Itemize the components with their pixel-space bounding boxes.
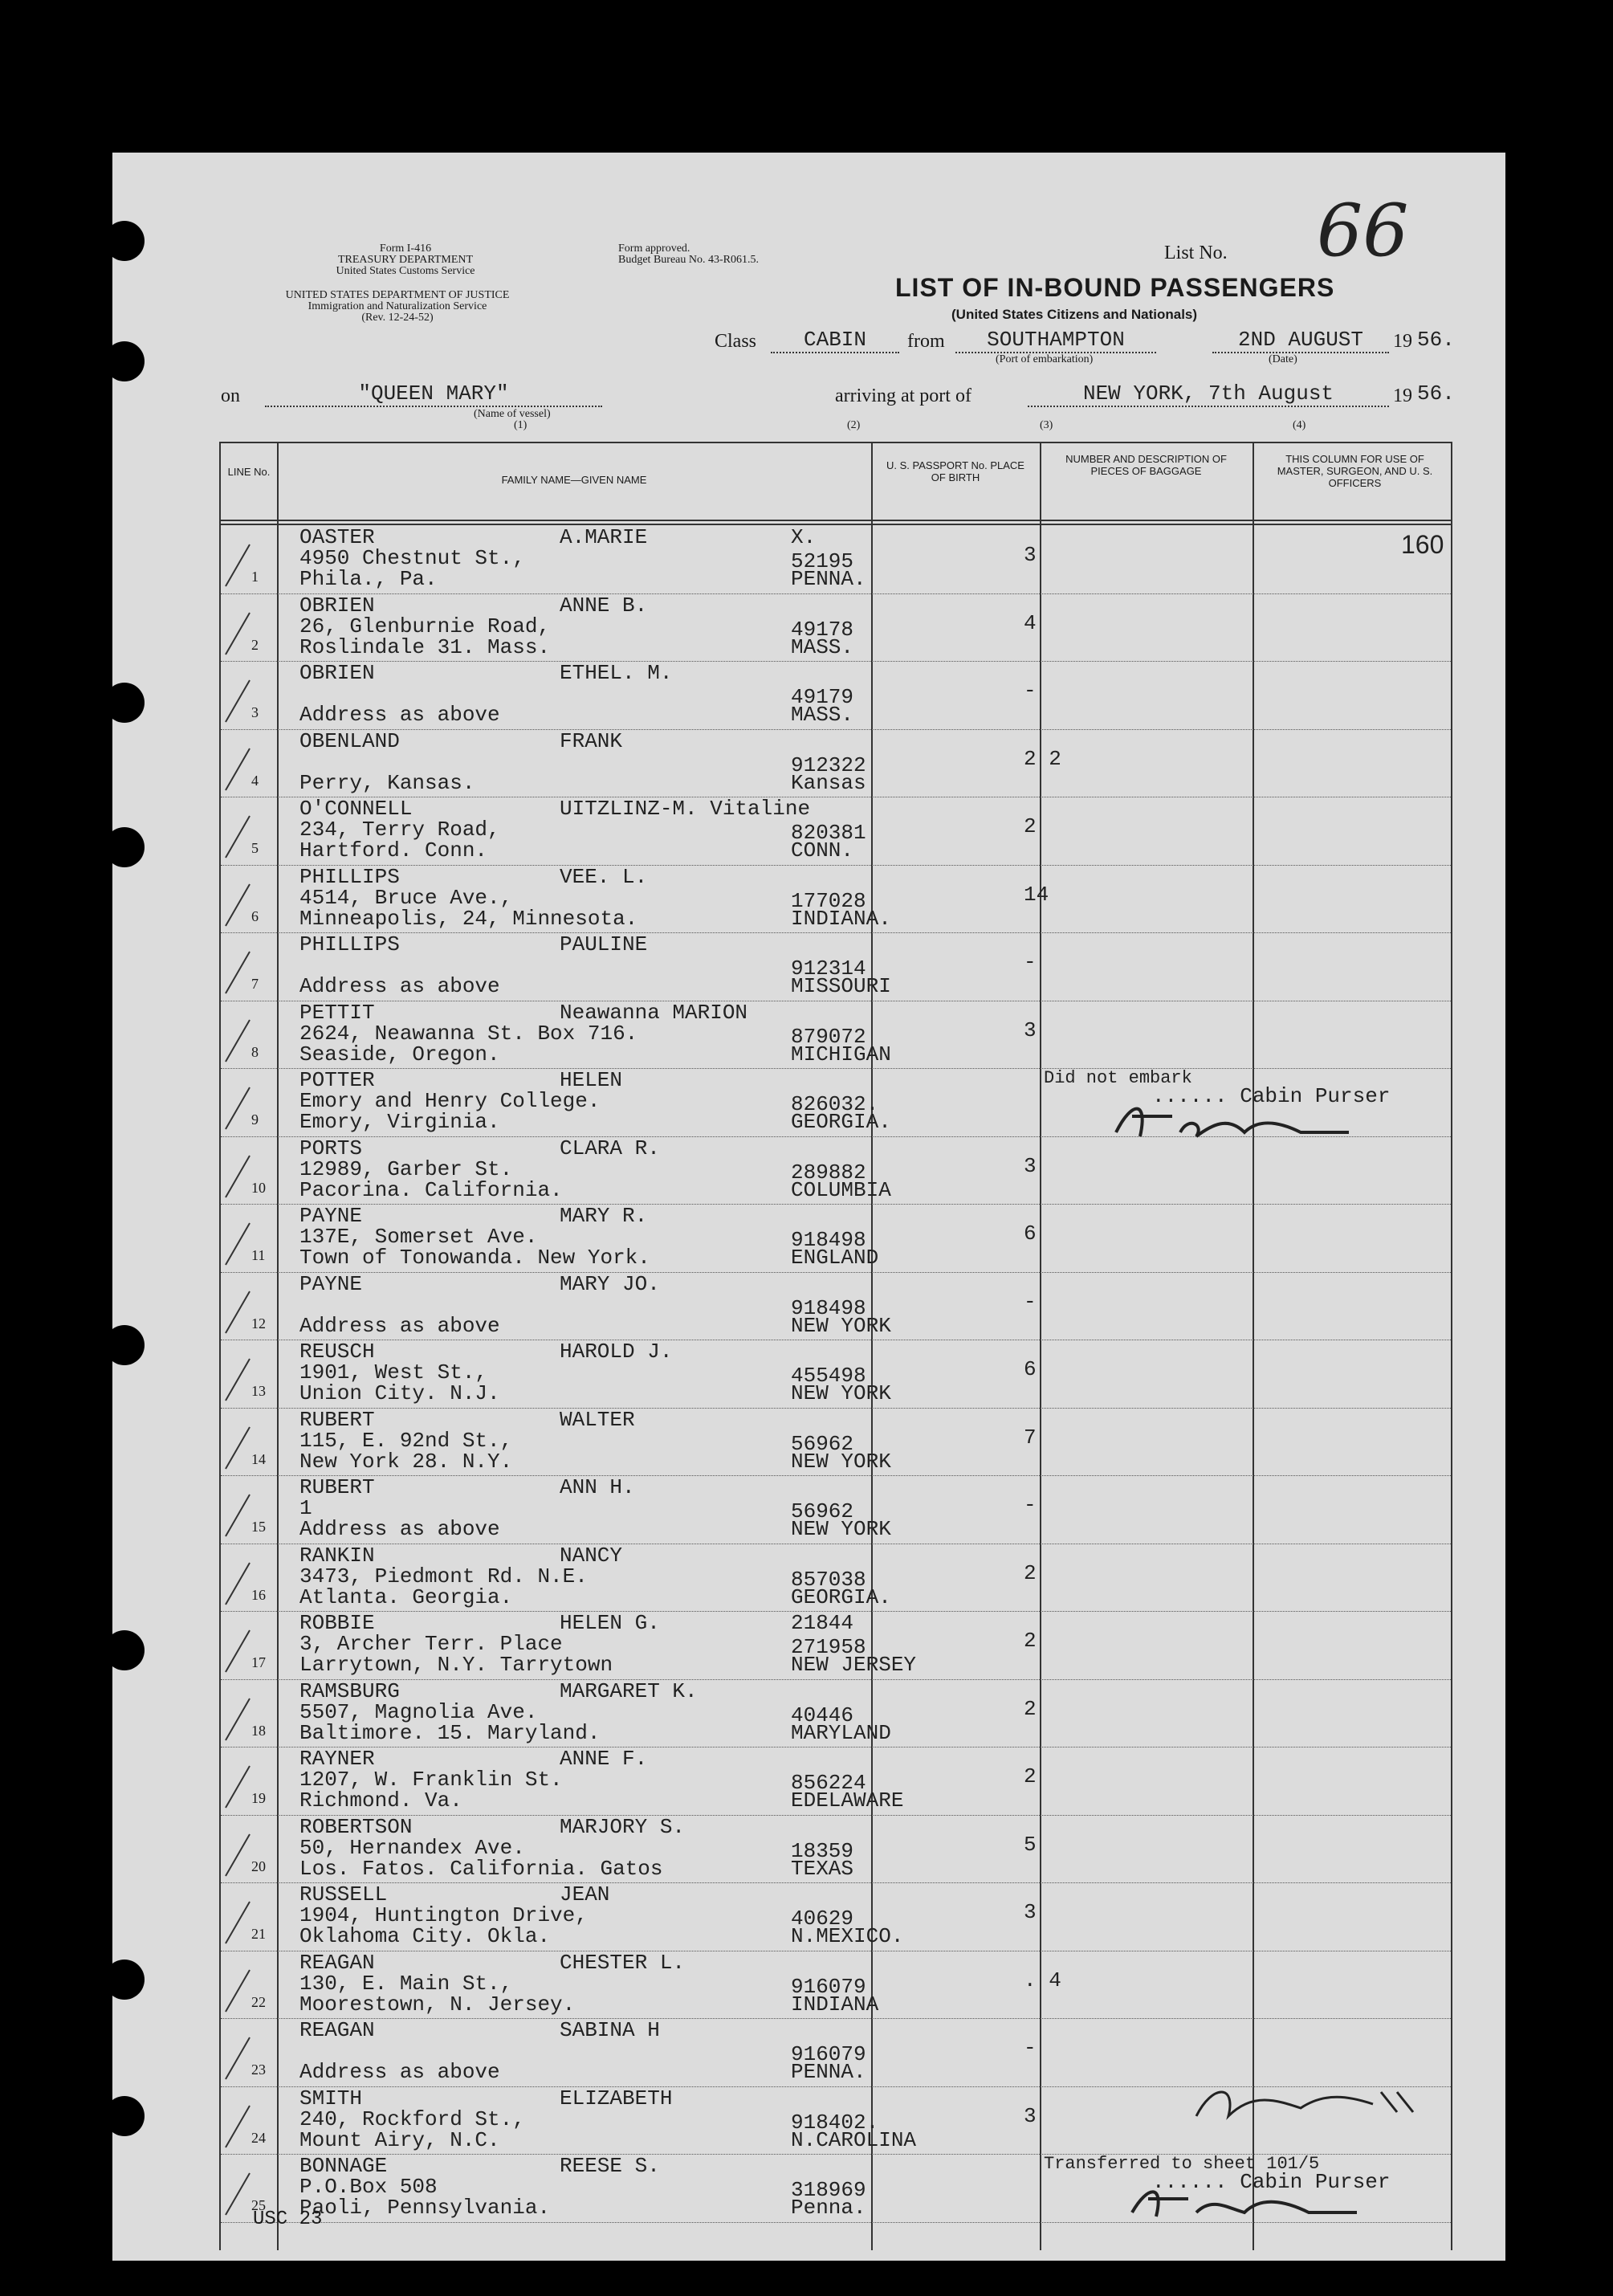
line-number: 16 [251, 1586, 266, 1603]
passport-number: 916079 [791, 1974, 866, 1999]
place-of-birth: PENNA. [791, 567, 866, 591]
surname: RUBERT [299, 1475, 375, 1499]
baggage-count: 2 [1024, 1560, 1037, 1585]
passport-number: 18359 [791, 1838, 854, 1863]
port-caption: (Port of embarkation) [996, 353, 1094, 365]
baggage-count: 3 [1024, 543, 1037, 567]
col-marker-2: (2) [847, 419, 861, 431]
given-name: MARY JO. [560, 1271, 660, 1296]
passport-number: 56962 [791, 1499, 854, 1523]
address-line-1: 3473, Piedmont Rd. N.E. [299, 1564, 588, 1588]
year-prefix: 19 [1393, 331, 1412, 352]
passport-number: 856224 [791, 1771, 866, 1795]
given-name: ANNE F. [560, 1747, 648, 1771]
surname: RAMSBURG [299, 1678, 400, 1703]
table-row [221, 1747, 1451, 1816]
place-of-birth: NEW YORK [791, 1449, 891, 1474]
check-mark [225, 883, 251, 926]
place-of-birth: MISSOURI [791, 974, 891, 998]
surname: BONNAGE [299, 2154, 388, 2178]
place-of-birth: MASS. [791, 634, 854, 659]
line-number: 18 [251, 1722, 266, 1739]
table-row [221, 1882, 1451, 1951]
baggage-count: - [1024, 1289, 1037, 1314]
baggage-count: 14 [1024, 882, 1049, 907]
address-line-1: 5507, Magnolia Ave. [299, 1699, 538, 1724]
passport-prefix: 21844 [791, 1611, 854, 1635]
address-line-1: 1207, W. Franklin St. [299, 1768, 563, 1792]
place-of-birth: NEW YORK [791, 1313, 891, 1338]
footer-code: USC 23 [253, 2208, 323, 2230]
surname: RUSSELL [299, 1882, 388, 1907]
place-of-birth: N.MEXICO. [791, 1924, 904, 1948]
address-line-2: Baltimore. 15. Maryland. [299, 1720, 601, 1745]
address-line-1: 12989, Garber St. [299, 1156, 513, 1181]
check-mark [225, 1495, 251, 1537]
on-label: on [221, 385, 240, 406]
address-line-2: Hartford. Conn. [299, 838, 488, 863]
given-name: CHESTER L. [560, 1950, 686, 1975]
table-row [221, 661, 1451, 730]
surname: RANKIN [299, 1543, 375, 1568]
address-line-1: 137E, Somerset Ave. [299, 1225, 538, 1249]
date-value: 2ND AUGUST [1212, 328, 1389, 353]
surname: OBRIEN [299, 593, 375, 618]
purser-signature-2 [1124, 2176, 1381, 2225]
baggage-count: 3 [1024, 1017, 1037, 1042]
header-passport: U. S. PASSPORT No. PLACE OF BIRTH [886, 459, 1024, 483]
address-line-1: 234, Terry Road, [299, 818, 500, 842]
table-row [221, 1408, 1451, 1477]
surname: OASTER [299, 525, 375, 549]
ins-service: Immigration and Naturalization Service [308, 300, 487, 312]
address-line-1: 240, Rockford St., [299, 2106, 525, 2131]
treasury-dept: TREASURY DEPARTMENT [337, 254, 474, 266]
line-number: 14 [251, 1450, 266, 1467]
passport-number: 177028 [791, 888, 866, 913]
passport-number: 289882 [791, 1160, 866, 1185]
address-line-2: Larrytown, N.Y. Tarrytown [299, 1653, 613, 1677]
address-line-1: P.O.Box 508 [299, 2175, 438, 2199]
address-line-2: Paoli, Pennsylvania. [299, 2196, 551, 2220]
check-mark [225, 1766, 251, 1809]
col-marker-1: (1) [514, 419, 527, 431]
baggage-count: 7 [1024, 1425, 1037, 1450]
manifest-sheet [112, 153, 1505, 2261]
check-mark [225, 612, 251, 655]
address-line-2: Roslindale 31. Mass. [299, 634, 551, 659]
page-mark: 160 [1401, 530, 1444, 559]
address-line-1: 26, Glenburnie Road, [299, 614, 551, 638]
address-line-2: New York 28. N.Y. [299, 1449, 513, 1474]
given-name: JEAN [560, 1882, 610, 1907]
surname: OBRIEN [299, 661, 375, 685]
punch-hole [104, 341, 145, 381]
address-line-2: Atlanta. Georgia. [299, 1584, 513, 1609]
surname: REAGAN [299, 2018, 375, 2042]
header-name: FAMILY NAME—GIVEN NAME [501, 474, 647, 486]
check-mark [225, 1969, 251, 2012]
place-of-birth: TEXAS [791, 1856, 854, 1881]
check-mark [225, 544, 251, 587]
year2-value: 56. [1417, 381, 1455, 406]
address-line-1: 1 [299, 1496, 312, 1520]
form-number: Form I-416 [379, 243, 432, 255]
given-name: A.MARIE [560, 525, 648, 549]
table-row [221, 1679, 1451, 1748]
vessel-name: "QUEEN MARY" [265, 381, 602, 407]
address-line-2: Minneapolis, 24, Minnesota. [299, 906, 638, 931]
officer-note: ...... Cabin Purser [1152, 2170, 1391, 2194]
given-name: ANNE B. [560, 593, 648, 618]
check-mark [225, 2105, 251, 2147]
check-mark [225, 1019, 251, 1062]
line-number: 2 [251, 636, 259, 653]
check-mark [225, 1426, 251, 1469]
given-name: MARJORY S. [560, 1814, 686, 1839]
baggage-count: . 4 [1024, 1968, 1061, 1992]
check-mark [225, 1630, 251, 1673]
baggage-count: Transferred to sheet 101/5 [1044, 2154, 1320, 2174]
revision: (Rev. 12-24-52) [361, 312, 434, 324]
check-mark [225, 816, 251, 858]
check-mark [225, 1155, 251, 1197]
surname: PORTS [299, 1136, 363, 1160]
table-row [221, 797, 1451, 866]
surname: PETTIT [299, 1000, 375, 1025]
passenger-table [219, 442, 1452, 2250]
given-name: ELIZABETH [560, 2086, 673, 2110]
table-row [221, 1001, 1451, 1070]
header-officers: THIS COLUMN FOR USE OF MASTER, SURGEON, AND U. S. OFFICERS [1277, 453, 1433, 489]
check-mark [225, 680, 251, 723]
address-line-2: Los. Fatos. California. Gatos [299, 1856, 663, 1881]
surname: PHILLIPS [299, 864, 400, 889]
address-line-2: Emory, Virginia. [299, 1110, 500, 1134]
surname: O'CONNELL [299, 797, 413, 821]
address-line-2: Address as above [299, 703, 500, 727]
surname: REAGAN [299, 1950, 375, 1975]
place-of-birth: NEW YORK [791, 1517, 891, 1541]
table-row [221, 525, 1451, 594]
passport-number: 918498 [791, 1228, 866, 1252]
arriving-label: arriving at port of [835, 385, 971, 406]
place-of-birth: Penna. [791, 2196, 866, 2220]
customs-service: United States Customs Service [336, 265, 475, 277]
address-line-2: Address as above [299, 1517, 500, 1541]
surname: ROBBIE [299, 1611, 375, 1635]
address-line-1: 1901, West St., [299, 1360, 488, 1385]
passport-number: 912314 [791, 956, 866, 981]
place-of-birth: GEORGIA. [791, 1584, 891, 1609]
passport-number: 49179 [791, 685, 854, 709]
table-row [221, 1544, 1451, 1613]
punch-hole [104, 221, 145, 261]
table-row [221, 1475, 1451, 1544]
line-number: 24 [251, 2129, 266, 2146]
baggage-count: 3 [1024, 1153, 1037, 1178]
year-value: 56. [1417, 328, 1455, 352]
surname: RUBERT [299, 1407, 375, 1432]
col-marker-4: (4) [1293, 419, 1306, 431]
baggage-count: Did not embark [1044, 1068, 1192, 1088]
place-of-birth: MASS. [791, 703, 854, 727]
passport-number: 56962 [791, 1431, 854, 1456]
address-line-2: Town of Tonowanda. New York. [299, 1246, 650, 1270]
address-line-1: 2624, Neawanna St. Box 716. [299, 1021, 638, 1046]
header-line-no: LINE No. [227, 466, 271, 478]
given-name: SABINA H [560, 2018, 660, 2042]
punch-hole [104, 2096, 145, 2136]
surname: PAYNE [299, 1271, 363, 1296]
address-line-2: Perry, Kansas. [299, 770, 475, 795]
surname: OBENLAND [299, 728, 400, 753]
form-approved: Form approved. [618, 243, 690, 255]
given-name: HELEN [560, 1068, 623, 1092]
budget-bureau: Budget Bureau No. 43-R061.5. [618, 254, 759, 266]
line-number: 6 [251, 907, 259, 924]
table-row [221, 729, 1451, 798]
address-line-2: Union City. N.J. [299, 1381, 500, 1405]
given-name: REESE S. [560, 2154, 660, 2178]
given-name: HELEN G. [560, 1611, 660, 1635]
passport-number: 918402. [791, 2110, 879, 2135]
address-line-1: 115, E. 92nd St., [299, 1428, 513, 1453]
check-mark [225, 1291, 251, 1333]
line-number: 23 [251, 2062, 266, 2078]
place-of-birth: GEORGIA. [791, 1110, 891, 1134]
line-number: 3 [251, 704, 259, 720]
place-of-birth: MARYLAND [791, 1720, 891, 1745]
address-line-1: 1904, Huntington Drive, [299, 1903, 588, 1927]
year2-prefix: 19 [1393, 385, 1412, 406]
place-of-birth: NEW YORK [791, 1381, 891, 1405]
address-line-2: Phila., Pa. [299, 567, 438, 591]
baggage-count: 2 [1024, 1764, 1037, 1788]
given-name: ETHEL. M. [560, 661, 673, 685]
line-number: 10 [251, 1179, 266, 1196]
address-line-1: Emory and Henry College. [299, 1089, 601, 1113]
given-name: CLARA R. [560, 1136, 660, 1160]
class-label: Class [715, 331, 757, 352]
passport-number: 40629 [791, 1907, 854, 1931]
check-mark [225, 2037, 251, 2080]
place-of-birth: INDIANA. [791, 906, 891, 931]
line-number: 4 [251, 772, 259, 789]
address-line-2: Seaside, Oregon. [299, 1042, 500, 1066]
given-name: ANN H. [560, 1475, 635, 1499]
punch-hole [104, 1630, 145, 1670]
port-embarkation: SOUTHAMPTON [955, 328, 1156, 353]
place-of-birth: PENNA. [791, 2060, 866, 2084]
place-of-birth: MICHIGAN [791, 1042, 891, 1066]
table-row [221, 932, 1451, 1001]
passport-number: 826032. [791, 1092, 879, 1116]
baggage-count: 3 [1024, 2103, 1037, 2128]
baggage-count: 4 [1024, 610, 1037, 635]
line-number: 12 [251, 1315, 266, 1332]
surname: ROBERTSON [299, 1814, 413, 1839]
passport-number: 820381 [791, 821, 866, 845]
place-of-birth: COLUMBIA [791, 1177, 891, 1202]
surname: PAYNE [299, 1204, 363, 1228]
baggage-count: 3 [1024, 1900, 1037, 1924]
address-line-2: Moorestown, N. Jersey. [299, 1992, 576, 2017]
line-number: 15 [251, 1519, 266, 1535]
line-number: 21 [251, 1926, 266, 1942]
place-of-birth: CONN. [791, 838, 854, 863]
vessel-caption: (Name of vessel) [474, 408, 551, 420]
line-number: 19 [251, 1790, 266, 1806]
arrival-port: NEW YORK, 7th August [1028, 381, 1389, 407]
given-name: VEE. L. [560, 864, 648, 889]
address-line-2: Address as above [299, 2060, 500, 2084]
place-of-birth: INDIANA [791, 1992, 879, 2017]
table-row [221, 1951, 1451, 2020]
passport-number: 918498 [791, 1295, 866, 1320]
line-number: 13 [251, 1383, 266, 1399]
given-name: MARY R. [560, 1204, 648, 1228]
check-mark [225, 952, 251, 994]
passport-number: 857038 [791, 1567, 866, 1592]
justice-dept: UNITED STATES DEPARTMENT OF JUSTICE [285, 289, 510, 301]
address-line-2: Richmond. Va. [299, 1788, 462, 1813]
inspector-signature [1188, 2076, 1429, 2132]
surname: POTTER [299, 1068, 375, 1092]
punch-hole [104, 683, 145, 723]
passport-number: 455498 [791, 1364, 866, 1388]
check-mark [225, 1562, 251, 1605]
given-name: UITZLINZ-M. Vitaline [560, 797, 811, 821]
check-mark [225, 1902, 251, 1944]
surname: PHILLIPS [299, 932, 400, 956]
baggage-count: - [1024, 679, 1037, 703]
baggage-count: 2 [1024, 1696, 1037, 1721]
check-mark [225, 1833, 251, 1876]
baggage-count: 6 [1024, 1357, 1037, 1381]
passport-number: 879072 [791, 1024, 866, 1049]
given-name: Neawanna MARION [560, 1000, 748, 1025]
table-row [221, 593, 1451, 663]
baggage-count: 2 [1024, 814, 1037, 838]
line-number: 5 [251, 840, 259, 856]
passport-number: 49178 [791, 617, 854, 642]
address-line-2: Address as above [299, 1313, 500, 1338]
purser-signature [1108, 1092, 1373, 1148]
col-marker-3: (3) [1040, 419, 1053, 431]
passport-number: 916079 [791, 2042, 866, 2066]
address-line-2: Address as above [299, 974, 500, 998]
line-number: 22 [251, 1993, 266, 2010]
check-mark [225, 1223, 251, 1266]
given-name: PAULINE [560, 932, 648, 956]
table-row [221, 865, 1451, 934]
list-no-label: List No. [1164, 243, 1228, 263]
line-number: 17 [251, 1654, 266, 1670]
header-baggage: NUMBER AND DESCRIPTION OF PIECES OF BAGGAGE [1065, 453, 1227, 477]
address-line-1: 130, E. Main St., [299, 1971, 513, 1996]
given-name: WALTER [560, 1407, 635, 1432]
form-subtitle: (United States Citizens and Nationals) [951, 307, 1198, 322]
line-number: 9 [251, 1111, 259, 1128]
baggage-count: 6 [1024, 1221, 1037, 1246]
address-line-2: Pacorina. California. [299, 1177, 563, 1202]
passport-number: 318969 [791, 2178, 866, 2202]
passport-number: 40446 [791, 1703, 854, 1727]
passport-prefix: X. [791, 525, 817, 549]
given-name: FRANK [560, 728, 623, 753]
table-row [221, 1611, 1451, 1680]
surname: SMITH [299, 2086, 363, 2110]
baggage-count: 2 2 [1024, 746, 1061, 771]
line-number: 25 [251, 2197, 266, 2213]
address-line-2: Mount Airy, N.C. [299, 2127, 500, 2152]
line-number: 8 [251, 1043, 259, 1060]
baggage-count: - [1024, 1493, 1037, 1517]
date-caption: (Date) [1269, 353, 1297, 365]
officer-note: ...... Cabin Purser [1152, 1084, 1391, 1108]
baggage-count: 2 [1024, 1629, 1037, 1653]
check-mark [225, 1359, 251, 1401]
address-line-2: Oklahoma City. Okla. [299, 1924, 551, 1948]
address-line-1: 3, Archer Terr. Place [299, 1632, 563, 1656]
check-mark [225, 748, 251, 790]
line-number: 7 [251, 976, 259, 992]
given-name: NANCY [560, 1543, 623, 1568]
surname: RAYNER [299, 1747, 375, 1771]
place-of-birth: EDELAWARE [791, 1788, 904, 1813]
list-number: 66 [1317, 189, 1409, 273]
address-line-1: 50, Hernandex Ave. [299, 1835, 525, 1860]
table-row [221, 1204, 1451, 1273]
table-row [221, 1340, 1451, 1409]
punch-hole [104, 1325, 145, 1365]
baggage-count: - [1024, 950, 1037, 974]
place-of-birth: ENGLAND [791, 1246, 879, 1270]
check-mark [225, 2173, 251, 2216]
place-of-birth: N.CAROLINA [791, 2127, 917, 2152]
place-of-birth: NEW JERSEY [791, 1653, 917, 1677]
passport-number: 271958 [791, 1635, 866, 1659]
address-line-1: 4950 Chestnut St., [299, 546, 525, 570]
check-mark [225, 1698, 251, 1740]
table-row [221, 1272, 1451, 1341]
punch-hole [104, 827, 145, 867]
line-number: 20 [251, 1858, 266, 1874]
punch-hole [104, 1960, 145, 2000]
from-label: from [907, 331, 945, 352]
given-name: HAROLD J. [560, 1340, 673, 1364]
line-number: 11 [251, 1247, 266, 1263]
form-title: LIST OF IN-BOUND PASSENGERS [895, 273, 1335, 302]
address-line-1: 4514, Bruce Ave., [299, 885, 513, 910]
line-number: 1 [251, 569, 259, 585]
given-name: MARGARET K. [560, 1678, 698, 1703]
place-of-birth: Kansas [791, 770, 866, 795]
check-mark [225, 1087, 251, 1130]
baggage-count: - [1024, 2036, 1037, 2060]
surname: REUSCH [299, 1340, 375, 1364]
class-value: CABIN [771, 328, 899, 353]
table-row [221, 1815, 1451, 1884]
passport-number: 52195 [791, 549, 854, 573]
passport-number: 912322 [791, 752, 866, 777]
baggage-count: 5 [1024, 1832, 1037, 1857]
